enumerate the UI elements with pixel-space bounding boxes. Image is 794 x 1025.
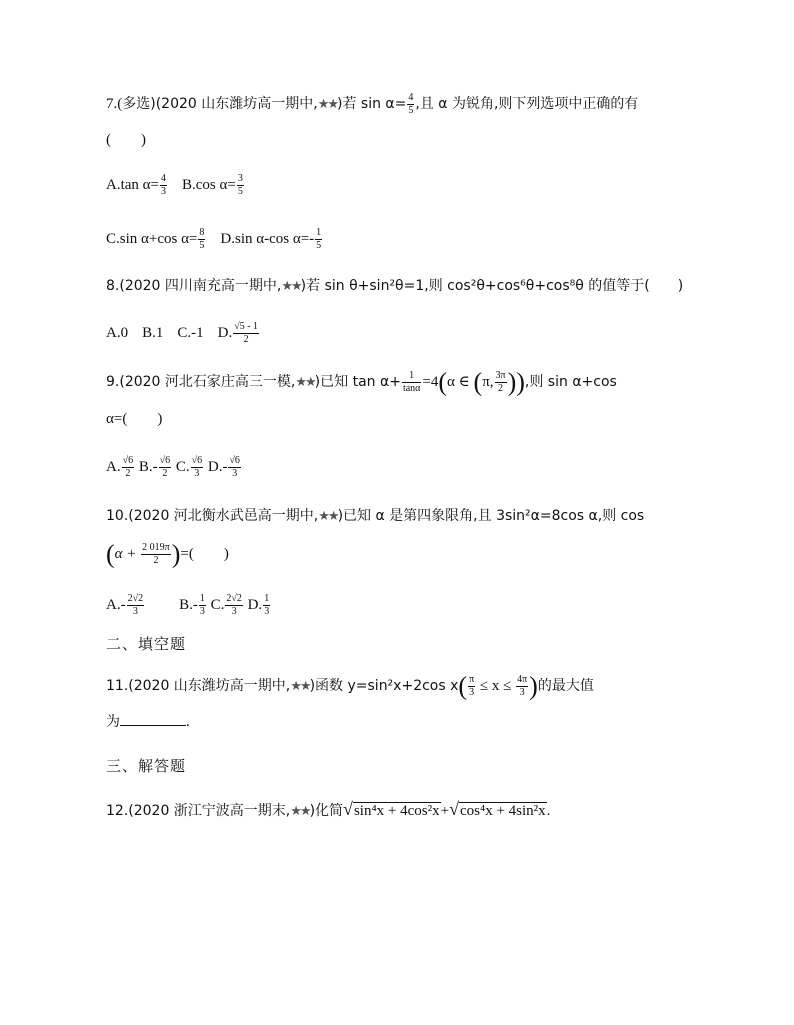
fraction: $\frac{4}{5}$ <box>408 92 414 116</box>
q10-option-a: A.- $\frac{2√2}{3}$ <box>106 593 144 617</box>
q7-options-row2 <box>106 228 323 251</box>
difficulty-star-icon: ★★ <box>295 373 315 389</box>
answer-blank[interactable] <box>120 713 186 726</box>
difficulty-star-icon: ★★ <box>318 508 338 523</box>
q11-stem-line2: 为 . <box>106 714 190 730</box>
q7-option-d: D.sin α-cos α=- $\frac{1}{5}$ <box>220 227 322 251</box>
q7-answer-paren: ( ) <box>106 132 146 148</box>
q8-option-a: A.0 <box>106 324 129 341</box>
q10-option-d: D. $\frac{1}{3}$ <box>247 593 270 617</box>
q8-option-b: B.1 <box>142 324 164 341</box>
q9-option-d: D.- $\frac{√6}{3}$ <box>207 455 240 479</box>
q9-stem: 9.(2020 河北石家庄高三一模,★★)已知 tan α+ $\frac{1}{\tan\alpha}$ =4(α ∈ (π, $\frac{3\pi}{2}$ )),则 sin α+cos <box>106 367 617 397</box>
q10-option-c: C. $\frac{2√2}{3}$ <box>210 593 242 617</box>
q9-options <box>106 456 242 479</box>
q8-option-d: D. $\frac{√5 - 1}{2}$ <box>217 321 259 345</box>
q12-stem: 12.(2020 浙江宁波高一期末,★★)化简√sin⁴x + 4cos²x+√cos⁴x + 4sin²x. <box>106 799 551 819</box>
q9-stem-line2: α=( ) <box>106 411 163 427</box>
difficulty-star-icon: ★★ <box>290 803 310 818</box>
q7-tag: 多选 <box>122 95 151 112</box>
difficulty-star-icon: ★★ <box>317 95 338 111</box>
sqrt-expression: √cos⁴x + 4sin²x <box>449 799 546 819</box>
q9-option-a: A. $\frac{√6}{2}$ <box>106 455 134 479</box>
q8-stem: 8.(2020 四川南充高一期中,★★)若 sin θ+sin²θ=1,则 cos²θ+cos⁶θ+cos⁸θ 的值等于( ) <box>106 278 684 294</box>
q10-stem-line2: (α + $\frac{2 019\pi}{2}$ )=( ) <box>106 539 229 569</box>
q7-option-c: C.sin α+cos α= $\frac{8}{5}$ <box>106 227 205 251</box>
q10-options <box>106 594 271 617</box>
difficulty-star-icon: ★★ <box>281 278 301 293</box>
sqrt-expression: √sin⁴x + 4cos²x <box>343 799 440 819</box>
q7-option-b: B.cos α= $\frac{3}{5}$ <box>181 173 243 197</box>
q10-option-b: B.- $\frac{1}{3}$ <box>179 593 205 617</box>
q9-option-c: C. $\frac{√6}{3}$ <box>175 455 203 479</box>
q7-option-a: A.tan α= $\frac{4}{3}$ <box>106 173 166 197</box>
q7-options-row1 <box>106 174 245 197</box>
difficulty-star-icon: ★★ <box>290 677 310 693</box>
q7-stem: 7.(多选)(2020 山东潍坊高一期中,★★)若 sin α= $\frac{4}{5}$ ,且 α 为锐角,则下列选项中正确的有 <box>106 92 639 116</box>
section-heading-solve: 三、解答题 <box>106 757 187 775</box>
q10-stem: 10.(2020 河北衡水武邑高一期中,★★)已知 α 是第四象限角,且 3sin²α=8cos α,则 cos <box>106 508 645 524</box>
q11-stem: 11.(2020 山东潍坊高一期中,★★)函数 y=sin²x+2cos x( $\frac{\pi}{3}$ ≤ x ≤ $\frac{4\pi}{3}$ )的最大值 <box>106 671 594 701</box>
q9-option-b: B.- $\frac{√6}{2}$ <box>138 455 171 479</box>
section-heading-fill-in: 二、填空题 <box>106 635 187 653</box>
q8-options <box>106 322 260 345</box>
q8-option-c: C.-1 <box>177 324 204 341</box>
